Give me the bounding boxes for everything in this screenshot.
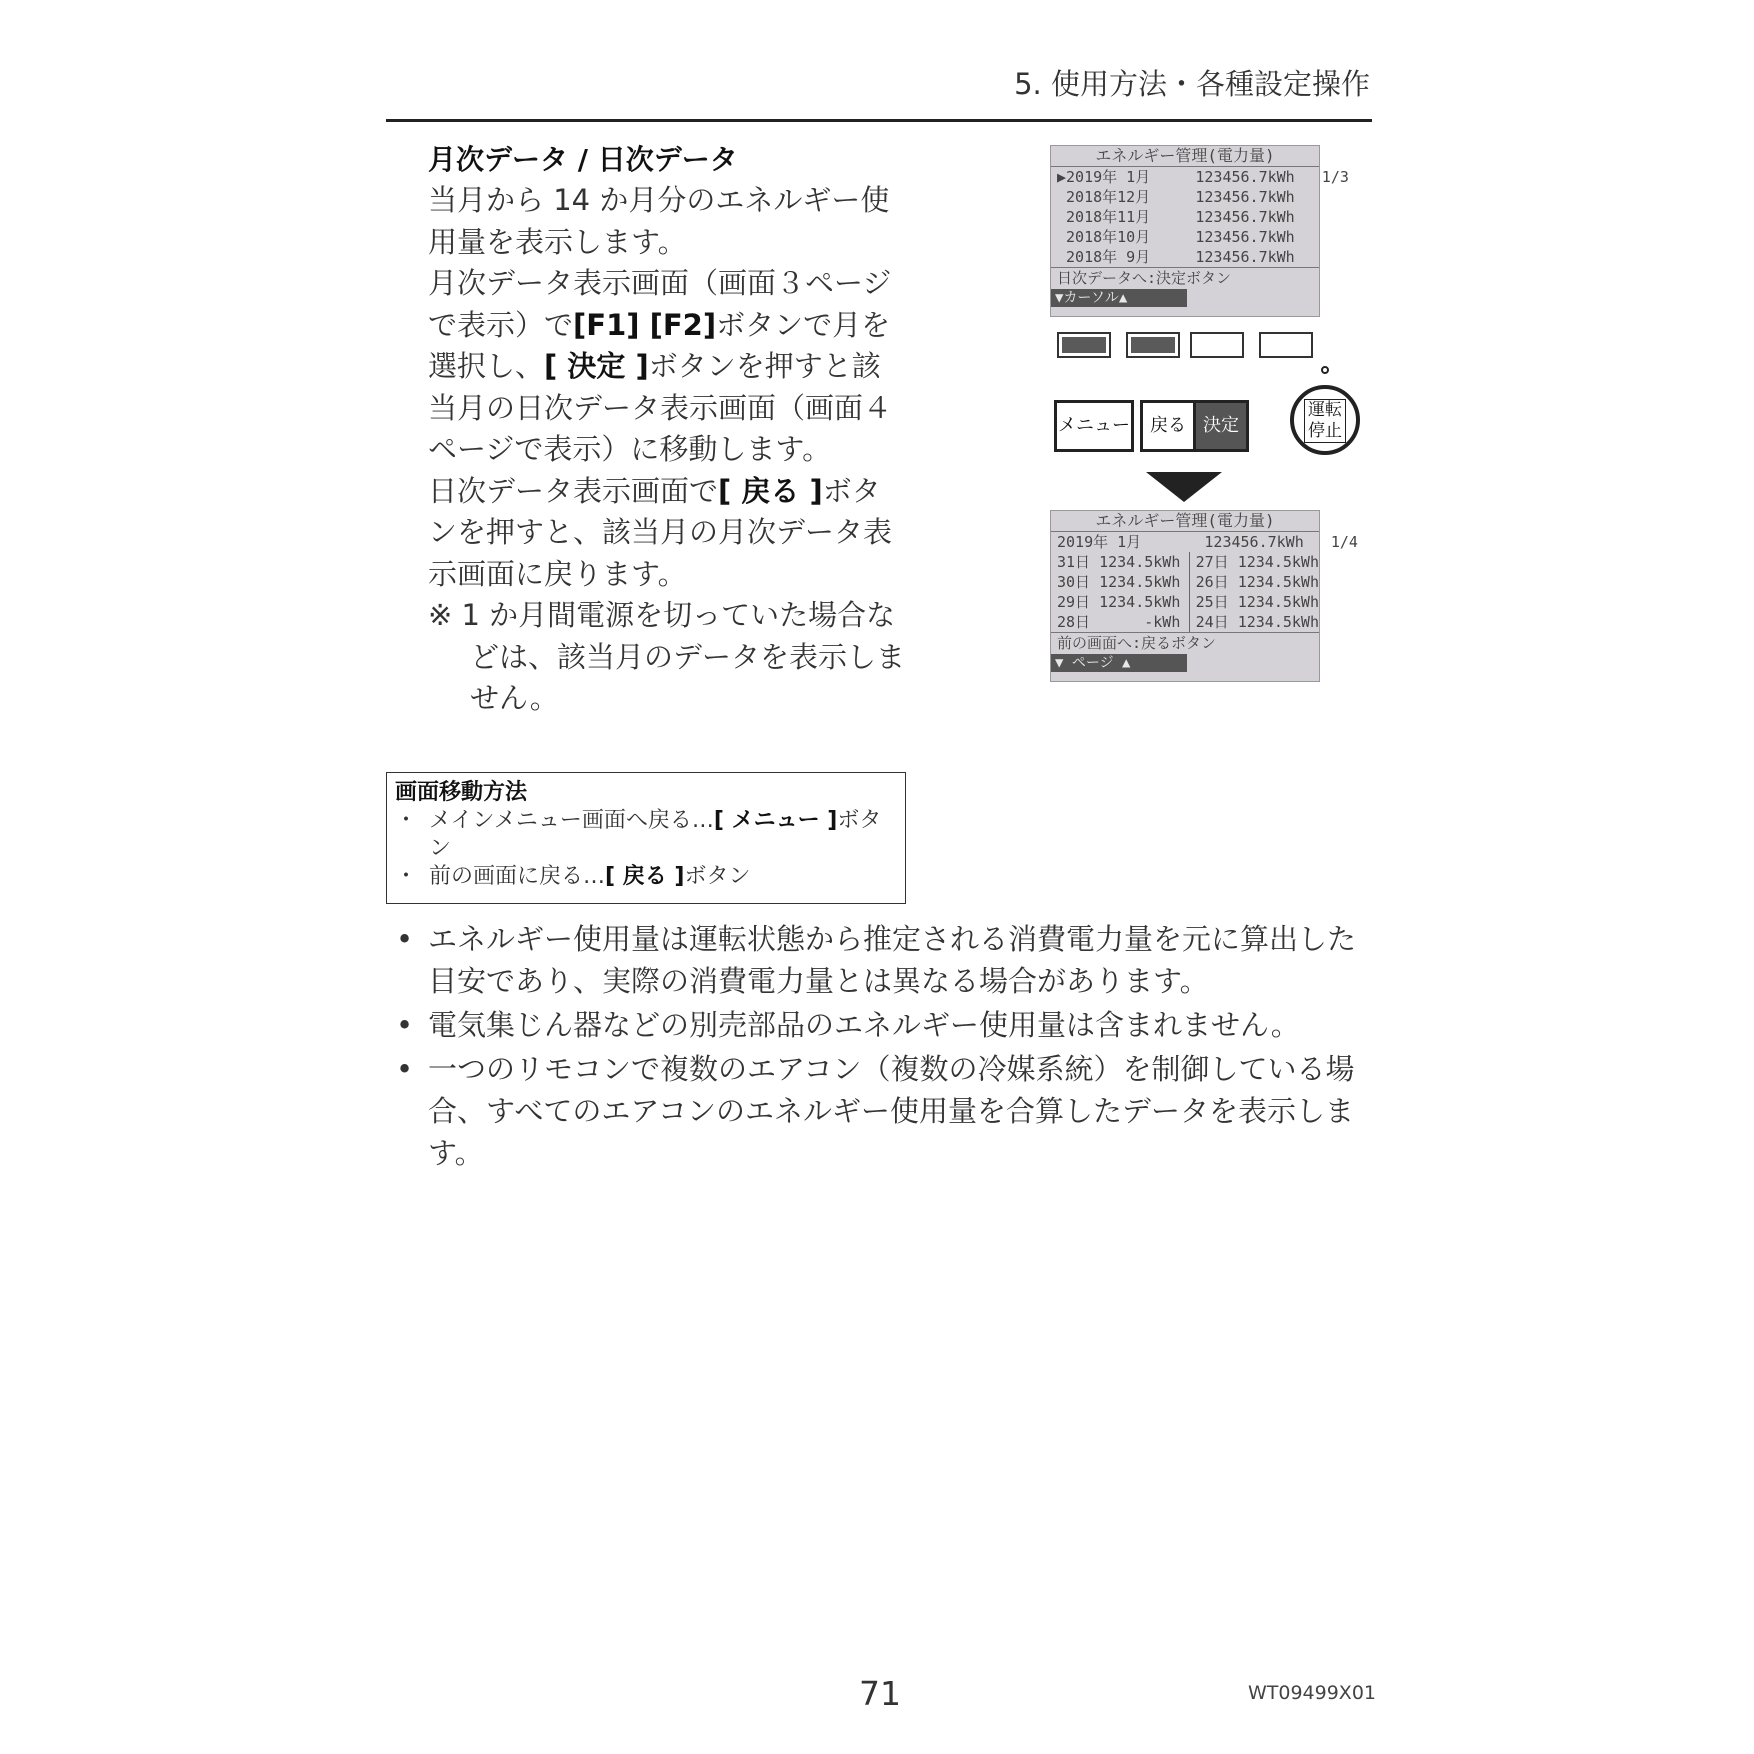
list-item: • 電気集じん器などの別売部品のエネルギー使用量は含まれません。 <box>396 1004 1376 1046</box>
month-row[interactable]: 2018年10月 123456.7kWh <box>1057 228 1295 246</box>
list-item: • 一つのリモコンで複数のエアコン（複数の冷媒系統）を制御している場合、すべてのエアコンのエネルギー使用量を合算したデータを表示します。 <box>396 1048 1376 1174</box>
day-row: 28日 -kWh <box>1057 613 1181 631</box>
section-title: 月次データ / 日次データ <box>428 143 738 176</box>
key-label-menu: [ メニュー ] <box>713 808 838 833</box>
month-header-row: 2019年 1月 123456.7kWh 1/4 <box>1057 533 1358 551</box>
text-segment: ボタン <box>429 808 882 861</box>
month-row[interactable]: 2018年 9月 123456.7kWh <box>1057 248 1295 266</box>
f4-key[interactable] <box>1259 332 1313 358</box>
screen-footer-hint: 日次データへ:決定ボタン <box>1057 269 1232 287</box>
day-row: 24日 1234.5kWh <box>1195 613 1319 631</box>
day-row: 27日 1234.5kWh <box>1195 553 1319 571</box>
daily-grid <box>1051 552 1319 632</box>
key-label-decide: [ 決定 ] <box>544 349 649 383</box>
list-item: • エネルギー使用量は運転状態から推定される消費電力量を元に算出した目安であり、実際の消費電力量とは異なる場合があります。 <box>396 918 1376 1002</box>
month-row[interactable]: 2018年12月 123456.7kWh <box>1057 188 1295 206</box>
month-row[interactable]: ▶2019年 1月 123456.7kWh 1/3 <box>1057 168 1349 186</box>
run-label: 運転 <box>1308 400 1342 420</box>
day-row: 26日 1234.5kWh <box>1195 573 1319 591</box>
key-label-back: [ 戻る ] <box>718 473 823 508</box>
monthly-data-screen <box>1050 145 1349 317</box>
text-segment: ボタンを押すと該当月の日次データ表示画面（画面４ページで表示）に移動します。 <box>428 349 893 466</box>
nav-item-back <box>395 863 897 891</box>
decide-button[interactable]: 決定 <box>1193 400 1249 452</box>
f2-key[interactable] <box>1126 332 1180 358</box>
arrow-down-icon <box>1146 472 1222 502</box>
menu-button[interactable]: メニュー <box>1054 400 1134 452</box>
run-stop-label <box>1304 399 1346 443</box>
key-label-back: [ 戻る ] <box>605 864 685 889</box>
chapter-header: 5. 使用方法・各種設定操作 <box>1014 67 1370 101</box>
notes-list <box>396 918 1376 1176</box>
day-row: 31日 1234.5kWh <box>1057 553 1181 571</box>
paragraph-select-month <box>428 263 908 471</box>
document-id: WT09499X01 <box>1247 1682 1376 1704</box>
paragraph-intro: 当月から 14 か月分のエネルギー使用量を表示します。 <box>428 183 890 259</box>
box-title: 画面移動方法 <box>395 780 528 805</box>
cursor-bar: ▼カーソル▲ <box>1051 289 1187 307</box>
text-segment: メインメニュー画面へ戻る… <box>429 808 714 833</box>
back-button[interactable]: 戻る <box>1140 400 1196 452</box>
section-body <box>428 180 908 720</box>
text-segment: ボタンで月を選択し、 <box>428 307 891 383</box>
note-text: ※ 1 か月間電源を切っていた場合などは、該当月のデータを表示しません。 <box>428 598 906 715</box>
paragraph-return <box>428 471 908 596</box>
day-row: 25日 1234.5kWh <box>1195 593 1319 611</box>
month-row[interactable]: 2018年11月 123456.7kWh <box>1057 208 1295 226</box>
header-rule <box>386 119 1372 122</box>
screen-footer-hint: 前の画面へ:戻るボタン <box>1057 634 1217 652</box>
daily-column-left <box>1051 552 1189 632</box>
run-stop-button[interactable] <box>1290 385 1360 455</box>
page-bar: ▼ ページ ▲ <box>1051 654 1187 672</box>
stop-label: 停止 <box>1308 421 1342 441</box>
text-segment: 月次データ表示画面（画面３ページで表示）で <box>428 266 892 342</box>
text-segment: ボタン <box>684 864 751 889</box>
screen-title: エネルギー管理(電力量) <box>1051 146 1319 167</box>
page-number: 71 <box>859 1674 901 1713</box>
text-segment: 日次データ表示画面で <box>428 473 719 508</box>
f1-key[interactable] <box>1057 332 1111 358</box>
screen-title: エネルギー管理(電力量) <box>1051 511 1319 532</box>
status-lamp-icon <box>1321 366 1329 374</box>
nav-item-menu <box>395 807 897 863</box>
f3-key[interactable] <box>1190 332 1244 358</box>
daily-column-right <box>1189 552 1319 632</box>
navigation-method-box <box>386 772 906 904</box>
text-segment: 前の画面に戻る… <box>429 864 606 889</box>
daily-data-screen <box>1050 510 1358 682</box>
day-row: 30日 1234.5kWh <box>1057 573 1181 591</box>
text-segment: ボタンを押すと、該当月の月次データ表示画面に戻ります。 <box>428 473 893 591</box>
key-label-f1-f2: [F1] [F2] <box>573 307 717 342</box>
day-row: 29日 1234.5kWh <box>1057 593 1181 611</box>
